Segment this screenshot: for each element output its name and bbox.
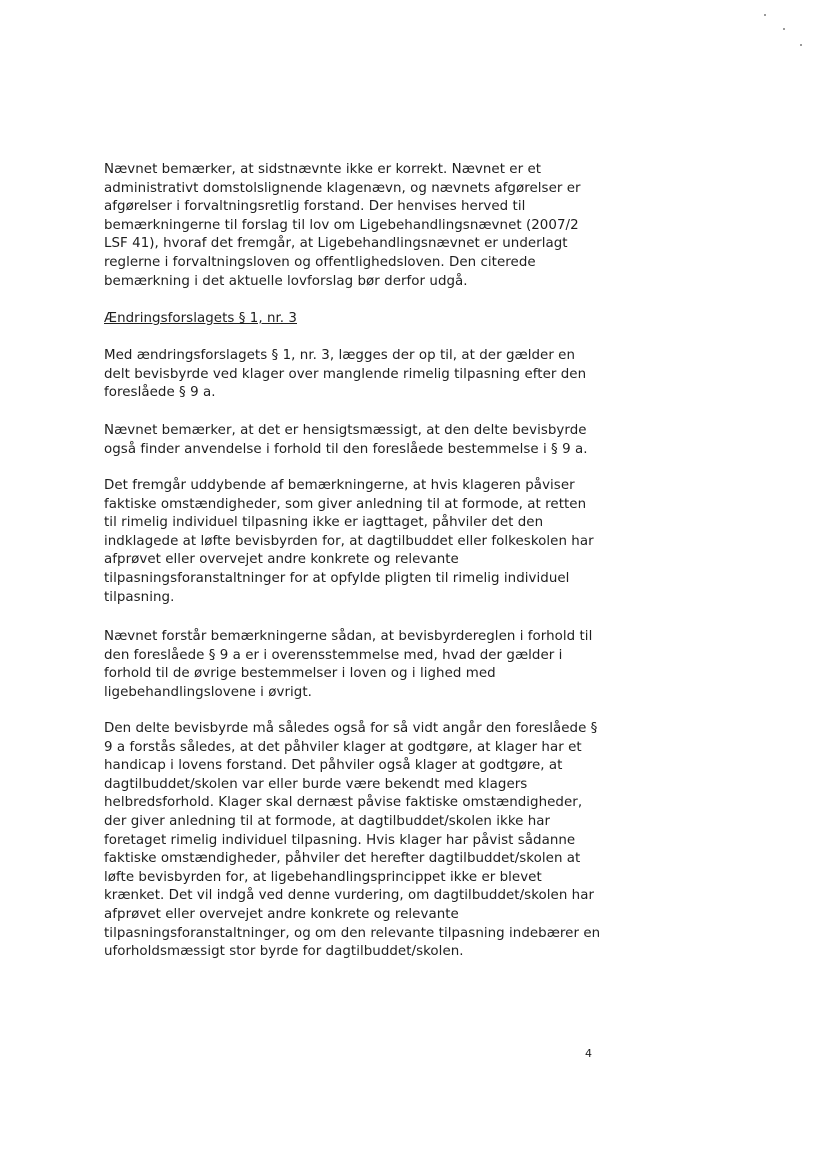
paragraph-nævnet-bemaerker: Nævnet bemærker, at sidstnævnte ikke er korrekt. Nævnet er et administrativt domstolslignende klagenævn, og nævnets afgørelser er afgørelser i forvaltningsretlig forstand. Der henvises herved til bemærkningerne til forslag til lov om Ligebehandlingsnævnet (2007/2 LSF 41), hvoraf det fremgår, at Ligebehandlingsnævnet er underlagt reglerne i forvaltningsloven og offentlighedsloven. Den citerede bemærkning i det aktuelle lovforslag bør derfor udgå. — [104, 162, 581, 289]
paragraph-bevisbyrderegel: Nævnet forstår bemærkningerne sådan, at bevisbyrdereglen i forhold til den foreslåede § 9 a er i overensstemmelse med, hvad der gælder i forhold til de øvrige bestemmelser i loven og i lighed med ligebehandlingslovene i øvrigt. — [104, 629, 593, 700]
scan-speck — [783, 28, 785, 30]
paragraph-aendringsforslag: Med ændringsforslagets § 1, nr. 3, lægges der op til, at der gælder en delt bevisbyrde ved klager over manglende rimelig tilpasning efter den foreslåede § 9 a. — [104, 348, 587, 401]
paragraph-delte-bevisbyrde: Den delte bevisbyrde må således også for så vidt angår den foreslåede § 9 a forstås således, at det påhviler klager at godtgøre, at klager har et handicap i lovens forstand. Det påhviler også klager at godtgøre, at dagtilbuddet/skolen var eller burde være bekendt med klagers helbredsforhold. Klager skal dernæst påvise faktiske omstændigheder, der giver anledning til at formode, at dagtilbuddet/skolen ikke har foretaget rimelig individuel tilpasning. Hvis klager har påvist sådanne faktiske omstændigheder, påhviler det herefter dagtilbuddet/skolen at løfte bevisbyrden for, at ligebehandlingsprincippet ikke er blevet krænket. Det vil indgå ved denne vurdering, om dagtilbuddet/skolen har afprøvet eller overvejet andre konkrete og relevante tilpasningsforanstaltninger, og om den relevante tilpasning indebærer en uforholdsmæssigt stor byrde for dagtilbuddet/skolen. — [104, 721, 601, 960]
scan-speck — [764, 14, 766, 16]
scan-speck — [800, 44, 802, 46]
paragraph-hensigtsmaessigt: Nævnet bemærker, at det er hensigtsmæssigt, at den delte bevisbyrde også finder anvendelse i forhold til den foreslåede bestemmelse i § 9 a. — [104, 423, 588, 457]
paragraph-uddybende: Det fremgår uddybende af bemærkningerne, at hvis klageren påviser faktiske omstændigheder, som giver anledning til at formode, at retten til rimelig individuel tilpasning ikke er iagttaget, påhviler det den indklagede at løfte bevisbyrden for, at dagtilbuddet eller folkeskolen har afprøvet eller overvejet andre konkrete og relevante tilpasningsforanstaltninger for at opfylde pligten til rimelig individuel tilpasning. — [104, 478, 594, 605]
page-number: 4 — [585, 1047, 592, 1060]
section-heading: Ændringsforslagets § 1, nr. 3 — [104, 311, 297, 326]
